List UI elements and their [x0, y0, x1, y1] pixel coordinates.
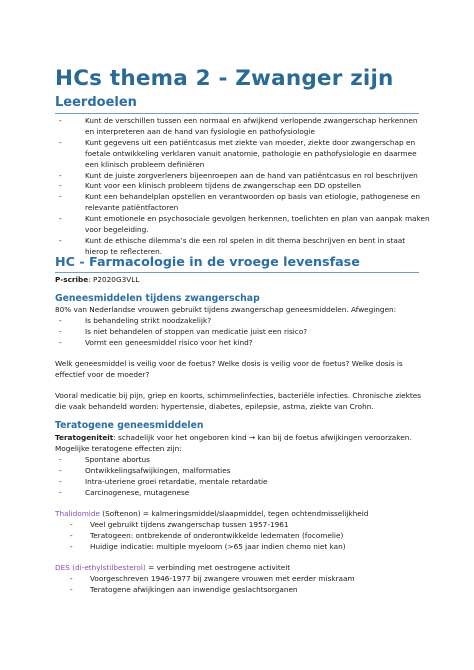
teratogene-effects-list: [59, 455, 268, 499]
geneesmiddelen-heading: Geneesmiddelen tijdens zwangerschap: [55, 293, 260, 304]
leerdoelen-underline: [55, 113, 419, 114]
teratogeniteit-definition: Teratogeniteit: schadelijk voor het ongeboren kind → kan bij de foetus afwijkingen veroorzaken.: [55, 433, 412, 442]
paragraph-medicatie: Vooral medicatie bij pijn, griep en koorts, schimmelinfecties, bacteriële infecties. Chronische ziektes die vaak behandeld worden: hypertensie, diabetes, epilepsie, astma, ziekte van Crohn.: [55, 391, 422, 411]
des-list: [70, 574, 355, 596]
leerdoel-item: - Kunt de ethische dilemma’s die een rol spelen in dit thema beschrijven en bent in staat hierop te reflecteren.: [59, 236, 430, 258]
afwegingen-list: [59, 316, 307, 349]
teratogene-heading: Teratogene geneesmiddelen: [55, 420, 204, 431]
pscribe-line: [55, 275, 139, 286]
leerdoel-item: - Kunt gegevens uit een patiëntcasus met ziekte van moeder, ziekte door zwangerschap en foetale ontwikkeling verklaren vanuit anatomie, pathologie en pathofysiologie en daarmee een klinisch probleem definiëren: [59, 138, 430, 171]
pscribe-label: P-scribe: [55, 275, 89, 284]
thalidomide-line: Thalidomide (Softenon) = kalmeringsmiddel/slaapmiddel, tegen ochtendmisselijkheid: [55, 509, 369, 518]
des-line: DES (di-ethylstilbesterol) = verbinding met oestrogene activiteit: [55, 563, 291, 572]
thalidomide-item: - Veel gebruikt tijdens zwangerschap tussen 1957-1961: [70, 520, 346, 531]
leerdoel-item: - Kunt de juiste zorgverleners bijeenroepen aan de hand van patiëntcasus en rol beschrijven: [59, 171, 430, 182]
paragraph-veilig: Welk geneesmiddel is veilig voor de foetus? Welke dosis is veilig voor de foetus? Welke dosis is effectief voor de moeder?: [55, 359, 403, 379]
pscribe-value: : P2020G3VLL: [88, 275, 140, 284]
effect-item: - Ontwikkelingsafwijkingen, malformaties: [59, 466, 268, 477]
leerdoel-item: - Kunt voor een klinisch probleem tijdens de zwangerschap een DD opstellen: [59, 181, 430, 192]
effect-item: - Spontane abortus: [59, 455, 268, 466]
thalidomide-list: [70, 520, 346, 553]
leerdoelen-list: [59, 116, 430, 258]
leerdoel-item: - Kunt de verschillen tussen een normaal en afwijkend verlopende zwangerschap herkennen en interpreteren aan de hand van fysiologie en pathofysiologie: [59, 116, 430, 138]
teratogene-effects-intro: Mogelijke teratogene effecten zijn:: [55, 444, 182, 453]
thalidomide-item: - Huidige indicatie: multiple myeloom (>65 jaar indien chemo niet kan): [70, 542, 346, 553]
document-title: HCs thema 2 - Zwanger zijn: [55, 66, 394, 91]
afweging-item: - Is behandeling strikt noodzakelijk?: [59, 316, 307, 327]
hc-heading: HC - Farmacologie in de vroege levensfase: [55, 254, 360, 269]
leerdoel-item: - Kunt een behandelplan opstellen en verantwoorden op basis van etiologie, pathogenese en relevante patiëntfactoren: [59, 192, 430, 214]
effect-item: - Carcinogenese, mutagenese: [59, 488, 268, 499]
leerdoel-item: - Kunt emotionele en psychosociale gevolgen herkennen, toelichten en plan van aanpak maken voor begeleiding.: [59, 214, 430, 236]
afweging-item: - Is niet behandelen of stoppen van medicatie juist een risico?: [59, 327, 307, 338]
effect-item: - Intra-uteriene groei retardatie, mentale retardatie: [59, 477, 268, 488]
des-item: - Voorgeschreven 1946-1977 bij zwangere vrouwen met eerder miskraam: [70, 574, 355, 585]
afweging-item: - Vormt een geneesmiddel risico voor het kind?: [59, 338, 307, 349]
geneesmiddelen-intro: 80% van Nederlandse vrouwen gebruikt tijdens zwangerschap geneesmiddelen. Afwegingen:: [55, 305, 397, 314]
leerdoelen-heading: Leerdoelen: [55, 95, 137, 110]
hc-underline: [55, 272, 419, 273]
thalidomide-item: - Teratogeen: ontbrekende of onderontwikkelde ledematen (focomelie): [70, 531, 346, 542]
des-item: - Teratogene afwijkingen aan inwendige geslachtsorganen: [70, 585, 355, 596]
